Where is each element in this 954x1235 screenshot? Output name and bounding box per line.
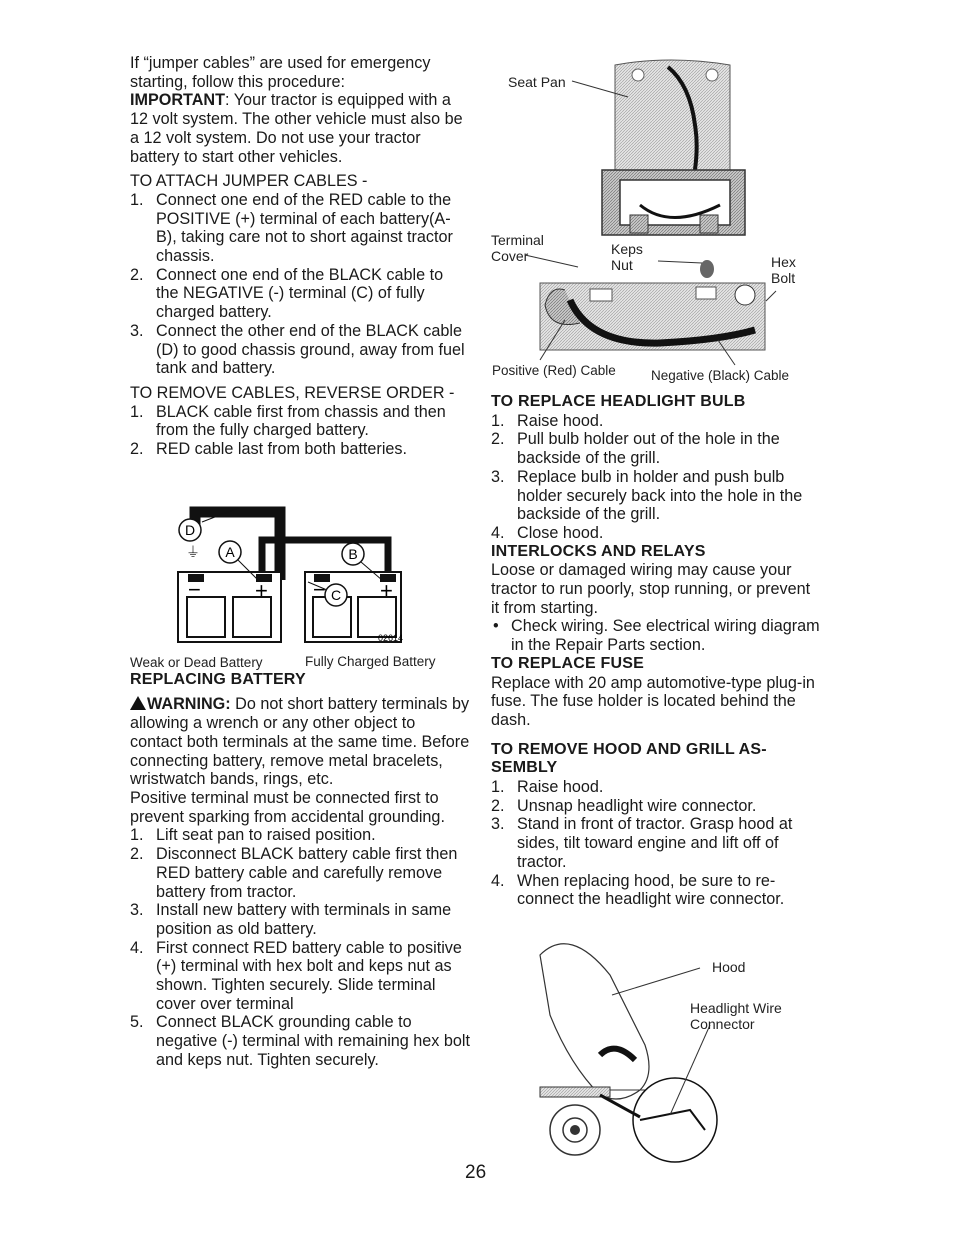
step-number: 3. [130,321,144,340]
important-text: : Your tractor is equipped with a 12 volt system. The other vehicle must also be a 12 volt system. Do not use your tractor battery to start other vehicles. [130,91,463,166]
step-text: Unsnap headlight wire connector. [517,796,757,815]
hood-heading: TO REMOVE HOOD AND GRILL AS-SEMBLY [491,740,767,777]
step-number: 1. [130,402,144,421]
bullet-icon: • [493,617,499,636]
step-text: Close hood. [517,523,604,542]
step-number: 4. [130,938,144,957]
step-number: 3. [130,901,144,920]
interlocks-bullets [491,617,821,654]
fuse-heading: TO REPLACE FUSE [491,654,644,672]
intro-text: If “jumper cables” are used for emergency starting, follow this procedure: [130,54,431,91]
step-text: Pull bulb holder out of the hole in the backside of the grill. [517,430,780,468]
caption-full-battery: Fully Charged Battery [305,654,436,669]
headlight-steps [491,412,821,543]
list-item [491,412,821,431]
step-text: Raise hood. [517,411,604,430]
list-item [130,266,470,322]
list-item [130,322,470,378]
label-hex-bolt: Hex Bolt [771,254,796,286]
label-d: D [184,522,196,538]
step-text: Connect the other end of the BLACK cable (D) to good chassis ground, away from fuel tank and battery. [156,321,465,378]
step-number: 2. [130,265,144,284]
list-item [491,778,821,797]
list-item [130,440,470,459]
plus-sign-weak: + [255,578,268,603]
step-number: 1. [130,190,144,209]
interlocks-text: Loose or damaged wiring may cause your tractor to run poorly, stop running, or prevent it from starting. [491,561,811,617]
step-text: When replacing hood, be sure to re-connect the headlight wire connector. [517,871,785,909]
step-number: 4. [491,523,505,542]
warning-icon [130,696,146,710]
connector-detail [633,1078,717,1162]
right-column [491,393,821,909]
label-b: B [348,546,358,562]
list-item [130,901,470,938]
list-item [491,815,821,871]
headlight-heading: TO REPLACE HEADLIGHT BULB [491,393,746,410]
step-number: 3. [491,815,505,834]
label-keps-nut: Keps Nut [611,241,643,273]
caption-weak-battery: Weak or Dead Battery [130,655,263,670]
attach-steps [130,191,470,378]
page-number: 26 [465,1162,487,1183]
replacing-steps [130,826,470,1069]
label-hood: Hood [712,959,746,975]
step-text: Connect BLACK grounding cable to negative (-) terminal with remaining hex bolt and keps nut. Tighten securely. [156,1013,470,1069]
list-item [130,826,470,845]
label-headlight-connector: Headlight Wire Connector [690,1000,782,1032]
list-item [491,524,821,543]
step-text: Install new battery with terminals in same position as old battery. [156,901,452,938]
keps-nut-shape [700,260,714,278]
important-note [130,91,470,166]
remove-steps [130,403,470,459]
minus-sign-weak: − [188,577,201,602]
figure-code: 02614 [378,633,404,643]
step-text: Disconnect BLACK battery cable first then RED battery cable and carefully remove battery from tractor. [156,845,458,901]
step-text: First connect RED battery cable to positive (+) terminal with hex bolt and keps nut as shown. Tighten securely. Slide terminal cover over terminal [156,938,462,1013]
replacing-heading: REPLACING BATTERY [130,670,306,688]
ground-symbol: ⏚ [186,544,200,560]
minus-sign-full: − [313,577,326,602]
step-text: RED cable last from both batteries. [156,440,408,459]
list-item [130,845,470,901]
label-a: A [225,544,235,560]
label-c: C [330,587,342,603]
plus-sign-full: + [380,578,393,603]
remove-heading: TO REMOVE CABLES, REVERSE ORDER - [130,383,455,402]
warning-label: WARNING: [147,695,231,714]
step-number: 1. [491,411,505,430]
list-item [491,468,821,524]
step-text: Connect one end of the BLACK cable to the NEGATIVE (-) terminal (C) of fully charged battery. [156,265,444,322]
list-item [130,1013,470,1069]
step-text: Stand in front of tractor. Grasp hood at sides, tilt toward engine and lift off of tractor. [517,815,793,871]
step-number: 1. [130,826,144,845]
hex-bolt-shape [735,285,755,305]
label-positive-cable: Positive (Red) Cable [492,363,616,378]
attach-heading: TO ATTACH JUMPER CABLES - [130,172,368,191]
step-text: Lift seat pan to raised position. [156,826,376,845]
label-terminal-cover: Terminal Cover [491,232,544,264]
step-number: 3. [491,467,505,486]
list-item [491,430,821,467]
positive-note: Positive terminal must be connected first to prevent sparking from accidental grounding. [130,788,445,826]
list-item [130,403,470,440]
list-item [130,191,470,266]
warning-note [130,695,470,789]
list-item: • Check wiring. See electrical wiring diagram in the Repair Parts section. [493,617,820,655]
list-item [491,797,821,816]
label-negative-cable: Negative (Black) Cable [651,368,790,383]
battery-illustration [490,55,820,375]
step-number: 2. [130,845,144,864]
list-item [130,939,470,1014]
jumper-cable-diagram [130,500,470,680]
list-item [491,872,821,909]
hood-shape [540,944,649,1099]
interlocks-heading: INTERLOCKS AND RELAYS [491,542,706,560]
label-seat-pan: Seat Pan [508,74,566,90]
step-text: Connect one end of the RED cable to the POSITIVE (+) terminal of each battery(A-B), taking care not to short against tractor chassis. [156,190,453,266]
step-text: Raise hood. [517,778,604,797]
step-text: Replace bulb in holder and push bulb holder securely back into the hole in the backside of the grill. [517,467,803,524]
step-number: 1. [491,778,505,797]
step-number: 2. [491,796,505,815]
warning-text: Do not short battery terminals by allowing a wrench or any other object to contact both terminals at the same time. Before connecting battery, remove metal bracelets, wristwatch bands, rings, etc. [130,695,470,789]
important-label: IMPORTANT [130,91,226,110]
step-text: BLACK cable first from chassis and then from the fully charged battery. [156,402,446,440]
step-number: 2. [130,440,144,459]
step-number: 5. [130,1013,144,1032]
hood-steps [491,778,821,909]
step-number: 4. [491,871,505,890]
step-number: 2. [491,430,505,449]
fuse-text: Replace with 20 amp automotive-type plug-in fuse. The fuse holder is located behind the dash. [491,673,815,729]
